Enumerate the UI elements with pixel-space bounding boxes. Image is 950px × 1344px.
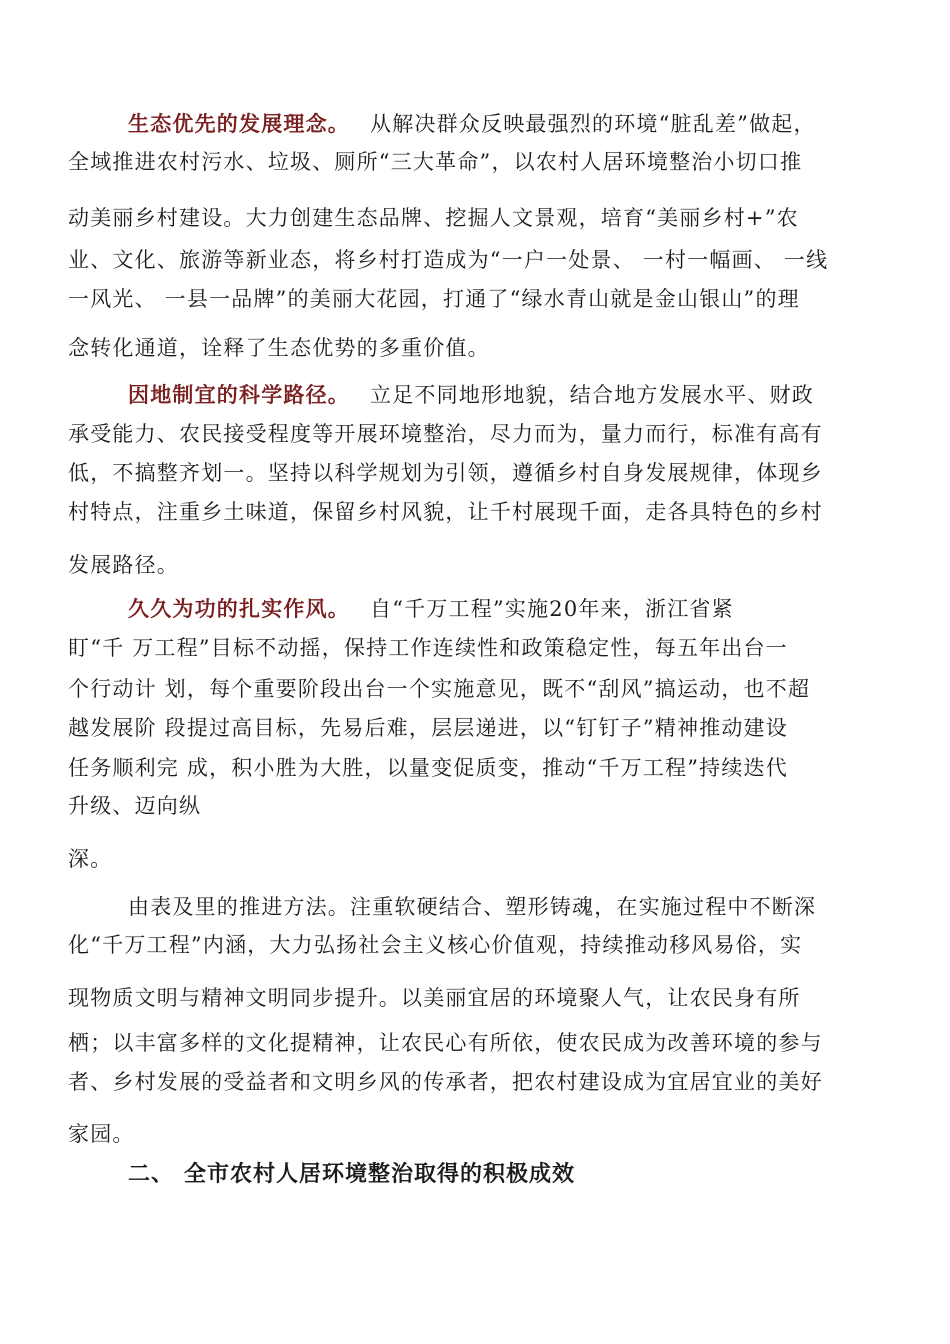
paragraph-3-line-1 — [128, 595, 948, 623]
paragraph-2-title: 因地制宜的科学路径。 — [128, 382, 350, 407]
paragraph-3-line-7: 深。 — [68, 847, 113, 871]
paragraph-3-line-5: 任务顺利完 成，积小胜为大胜，以量变促质变，推动“千万工程”持续迭代 — [68, 756, 788, 780]
paragraph-4-line-3: 现物质文明与精神文明同步提升。以美丽宜居的环境聚人气，让农民身有所 — [68, 986, 801, 1010]
section-2-heading — [128, 1160, 575, 1190]
paragraph-4-line-4: 栖；以丰富多样的文化提精神，让农民心有所依，使农民成为改善环境的参与 — [68, 1031, 823, 1055]
paragraph-1-line-4: 业、文化、旅游等新业态，将乡村打造成为“一户一处景、 一村一幅画、 一线 — [68, 248, 829, 272]
paragraph-2-line-1 — [128, 381, 948, 409]
paragraph-3-line-4: 越发展阶 段提过高目标，先易后难，层层递进，以“钉钉子”精神推动建设 — [68, 716, 788, 740]
paragraph-1-line-2: 全域推进农村污水、垃圾、厕所“三大革命”，以农村人居环境整治小切口推 — [68, 150, 803, 174]
paragraph-2-line-3: 低，不搞整齐划一。坚持以科学规划为引领，遵循乡村自身发展规律，体现乡 — [68, 461, 823, 485]
paragraph-3-line-3: 个行动计 划，每个重要阶段出台一个实施意见，既不“刮风”搞运动，也不超 — [68, 677, 811, 701]
paragraph-1-line-5: 一风光、 一县一品牌”的美丽大花园，打通了“绿水青山就是金山银山”的理 — [68, 287, 800, 311]
paragraph-1-line-3: 动美丽乡村建设。大力创建生态品牌、挖掘人文景观，培育“美丽乡村+”农 — [68, 206, 799, 230]
paragraph-3-text: 自“千万工程”实施20年来，浙江省紧 — [370, 597, 734, 621]
paragraph-2-line-2: 承受能力、农民接受程度等开展环境整治，尽力而为，量力而行，标准有高有 — [68, 422, 823, 446]
section-2-title: 全市农村人居环境整治取得的积极成效 — [184, 1162, 576, 1187]
paragraph-1-line-6: 念转化通道，诠释了生态优势的多重价值。 — [68, 336, 490, 360]
paragraph-3-line-2: 盯“千 万工程”目标不动摇，保持工作连续性和政策稳定性，每五年出台一 — [68, 636, 788, 660]
paragraph-2-text: 立足不同地形地貌，结合地方发展水平、财政 — [370, 383, 814, 407]
paragraph-2-line-5: 发展路径。 — [68, 553, 179, 577]
paragraph-4-line-1: 由表及里的推进方法。注重软硬结合、塑形铸魂，在实施过程中不断深 — [128, 895, 817, 919]
paragraph-2-line-4: 村特点，注重乡土味道，保留乡村风貌，让千村展现千面，走各具特色的乡村 — [68, 500, 823, 524]
section-2-number: 二、 — [128, 1162, 175, 1187]
paragraph-1-title: 生态优先的发展理念。 — [128, 111, 350, 136]
paragraph-4-line-2: 化“千万工程”内涵，大力弘扬社会主义核心价值观，持续推动移风易俗，实 — [68, 933, 803, 957]
paragraph-4-line-6: 家园。 — [68, 1122, 135, 1146]
paragraph-1-text: 从解决群众反映最强烈的环境“脏乱差”做起， — [370, 112, 816, 136]
paragraph-3-line-6: 升级、迈向纵 — [68, 794, 202, 818]
paragraph-1-line-1 — [128, 110, 948, 138]
paragraph-3-title: 久久为功的扎实作风。 — [128, 596, 350, 621]
paragraph-4-line-5: 者、乡村发展的受益者和文明乡风的传承者，把农村建设成为宜居宜业的美好 — [68, 1070, 823, 1094]
